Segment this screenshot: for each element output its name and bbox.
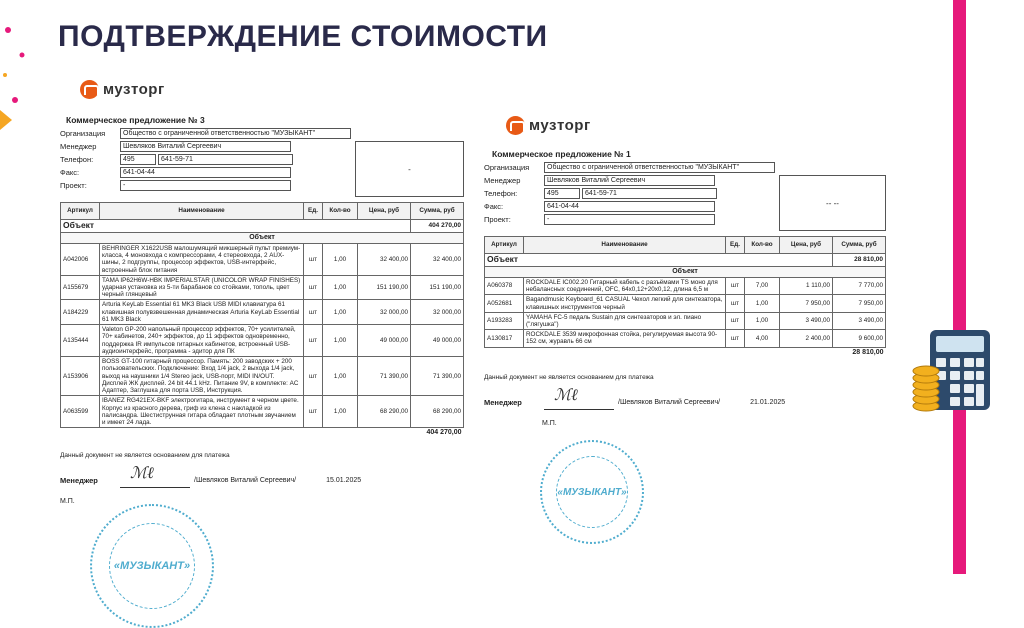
disclaimer: Данный документ не является основанием для платежа — [60, 452, 230, 460]
table-row: A042006 BEHRINGER X1622USB малошумящий микшерный пульт премиум-класса, 4 моновхода с компрессорами, 4 стереовхода, 2 AUX-шины, 2 подгруппы, процессор эффектов, USB-интерфейс, встроенный блок питания шт 1,00 32 400,00 32 400,00 — [61, 243, 464, 275]
table-row: A060378 ROCKDALE IC002.20 Гитарный кабель с разъёмами TS моно для небалансных соединений, OFC, 64x0,12+20x0,12, длина 6,5 м шт 7,00 1 110,00 7 770,00 — [485, 277, 886, 294]
decorative-corner-graphic — [0, 0, 40, 140]
table-row: A193283 YAMAHA FC-5 педаль Sustain для синтезаторов и эл. пиано ("лягушка") шт 1,00 3 490,00 3 490,00 — [485, 312, 886, 329]
signature-row: Менеджер ℳℓ /Шевляков Виталий Сергеевич/ 21.01.2025 — [484, 395, 886, 410]
table-row: A052681 Bagandmusic Keyboard_61 CASUAL Чехол легкий для синтезатора, клавишных инструментов черный шт 1,00 7 950,00 7 950,00 — [485, 295, 886, 312]
object-subheader-row: Объект — [485, 266, 886, 277]
offer-table: Артикул Наименование Ед. Кол-во Цена, руб Сумма, руб Объект 28 810,00 Объект A060378 ROCKDALE IC002.20 Гитарный кабель с разъёмами TS моно для небалансных соединений, OFC, 64x0,12+20x0,12, длина 6,5 м шт 7,00 1 110,00 7 770,00 A052681 Bagandmusic Keyboard_61 CASUAL Чехол легкий для синтезатора, клавишных инструментов черный шт 1,00 7 950,00 7 950,00 A193283 YAMAHA FC-5 педаль Sustain для синтезаторов и эл. пиано ("лягушка") шт 1,00 3 490,00 3 490,00 A130817 ROCKDALE 3539 микрофонная стойка, регулируемая высота 90-152 см, журавль 66 см шт 4,00 2 400,00 9 600,00 28 810,00 — [484, 236, 886, 358]
offer-info: Организация Общество с ограниченной ответственностью "МУЗЫКАНТ" Менеджер Шевляков Виталий Сергеевич Телефон: 495 641-59-71 Факс: 641-04-44 Проект: - -- -- — [484, 162, 886, 231]
mp-label: М.П. — [542, 419, 557, 427]
fax-value: 641-04-44 — [120, 167, 291, 178]
offer-info: Организация Общество с ограниченной ответственностью "МУЗЫКАНТ" Менеджер Шевляков Виталий Сергеевич Телефон: 495 641-59-71 Факс: 641-04-44 Проект: - - — [60, 128, 464, 197]
muztorg-logo-icon — [506, 116, 525, 135]
phone-value: 641-59-71 — [158, 154, 293, 165]
project-value: - — [544, 214, 715, 225]
company-stamp-1: «МУЗЫКАНТ» — [90, 504, 214, 628]
object-header-row: Объект 28 810,00 — [485, 254, 886, 267]
side-box: -- -- — [779, 175, 886, 231]
commercial-offer-document-1 — [484, 116, 886, 427]
decorative-pink-stripe — [953, 0, 966, 574]
muztorg-logo: музторг — [506, 116, 886, 135]
table-row: A063599 IBANEZ RG421EX-BKF электрогитара, инструмент в черном цвете. Корпус из красного дерева, гриф из клена с накладкой из палисандра. Шестиструнная гитара обладает плотным звучанием и имеет 24 лада. шт 1,00 68 290,00 68 290,00 — [61, 396, 464, 428]
table-row: A155679 TAMA IP62H6W-HBK IMPERIALSTAR (UNICOLOR WRAP FINISHES) ударная установка из 5-ти барабанов со стойками, тополь, цвет черный глянцевый шт 1,00 151 190,00 151 190,00 — [61, 275, 464, 300]
fax-value: 641-04-44 — [544, 201, 715, 212]
grand-total-row: 28 810,00 — [852, 348, 884, 356]
side-box: - — [355, 141, 464, 197]
commercial-offer-document-3 — [60, 80, 464, 505]
handwritten-signature: ℳℓ — [130, 463, 154, 483]
org-value: Общество с ограниченной ответственностью "МУЗЫКАНТ" — [544, 162, 775, 173]
table-row: A135444 Valeton GP-200 напольный процессор эффектов, 70+ усилителей, 70+ кабинетов, 240+ эффектов, до 11 эффектов одновременно, поддержка IR импульсов гитарных кабинетов, встроенный USB-аудиоинтерфейс, программа - эдитор для ПК шт 1,00 49 000,00 49 000,00 — [61, 325, 464, 357]
object-header-row: Объект 404 270,00 — [61, 220, 464, 233]
table-row: A130817 ROCKDALE 3539 микрофонная стойка, регулируемая высота 90-152 см, журавль 66 см шт 4,00 2 400,00 9 600,00 — [485, 330, 886, 347]
company-stamp-2: «МУЗЫКАНТ» — [540, 440, 644, 544]
table-row: A153906 BOSS GT-100 гитарный процессор. Память: 200 заводских + 200 пользовательских. Подключение: Вход 1/4 jack, 2 выхода 1/4 jack, выход на наушники 1/4 Stereo jack, USB-порт, MIDI IN/OUT. Дисплей ЖК дисплей. 24 bit 44.1 kHz. Питание 9V, в комплекте: AC Адаптер, Заглушка для порта USB, Инструкция. шт 1,00 71 390,00 71 390,00 — [61, 357, 464, 396]
calculator-coins-icon — [912, 328, 1024, 414]
slide-title: ПОДТВЕРЖДЕНИЕ СТОИМОСТИ — [58, 20, 548, 53]
signature-row: Менеджер ℳℓ /Шевляков Виталий Сергеевич/ 15.01.2025 — [60, 473, 464, 488]
org-value: Общество с ограниченной ответственностью "МУЗЫКАНТ" — [120, 128, 351, 139]
muztorg-logo-icon — [80, 80, 99, 99]
handwritten-signature: ℳℓ — [554, 384, 578, 404]
muztorg-logo: музторг — [80, 80, 464, 99]
table-row: A184229 Arturia KeyLab Essential 61 MK3 Black USB MIDI клавиатура 61 клавишная полувзвешенная динамическая Arturia KeyLab Essential 61 MK3 Black шт 1,00 32 000,00 32 000,00 — [61, 300, 464, 325]
mp-label: М.П. — [60, 498, 75, 506]
manager-value: Шевляков Виталий Сергеевич — [544, 175, 715, 186]
offer-table: Артикул Наименование Ед. Кол-во Цена, руб Сумма, руб Объект 404 270,00 Объект A042006 BEHRINGER X1622USB малошумящий микшерный пульт премиум-класса, 4 моновхода с компрессорами, 4 стереовхода, 2 AUX-шины, 2 подгруппы, процессор эффектов, USB-интерфейс, встроенный блок питания шт 1,00 32 400,00 32 400,00 A155679 TAMA IP62H6W-HBK IMPERIALSTAR (UNICOLOR WRAP FINISHES) ударная установка из 5-ти барабанов со стойками, тополь, цвет черный глянцевый шт 1,00 151 190,00 151 190,00 A184229 Arturia KeyLab Essential 61 MK3 Black USB MIDI клавиатура 61 клавишная полувзвешенная динамическая Arturia KeyLab Essential 61 MK3 Black шт 1,00 32 000,00 32 000,00 A135444 Valeton GP-200 напольный процессор эффектов, 70+ усилителей, 70+ кабинетов, 240+ эффектов, до 11 эффектов одновременно, поддержка IR импульсов гитарных кабинетов, встроенный USB-аудиоинтерфейс, программа - эдитор для ПК шт 1,00 49 000,00 49 000,00 A153906 BOSS GT-100 гитарный процессор. Память: 200 заводских + 200 пользовательских. Подключение: Вход 1/4 jack, 2 выхода 1/4 jack, выход на наушники 1/4 Stereo jack, USB-порт, MIDI IN/OUT. Дисплей ЖК дисплей. 24 bit 44.1 kHz. Питание 9V, в комплекте: AC Адаптер, Заглушка для порта USB, Инструкция. шт 1,00 71 390,00 71 390,00 A063599 IBANEZ RG421EX-BKF электрогитара, инструмент в черном цвете. Корпус из красного дерева, гриф из клена с накладкой из палисандра. Шестиструнная гитара обладает плотным звучанием и имеет 24 лада. шт 1,00 68 290,00 68 290,00 404 270,00 — [60, 202, 464, 438]
manager-value: Шевляков Виталий Сергеевич — [120, 141, 291, 152]
grand-total-row: 404 270,00 — [426, 429, 462, 437]
signature-line — [120, 463, 190, 488]
disclaimer: Данный документ не является основанием для платежа — [484, 373, 654, 381]
offer-title: Коммерческое предложение № 3 — [66, 115, 205, 125]
phone-value: 641-59-71 — [582, 188, 717, 199]
signature-line — [544, 384, 614, 410]
offer-title: Коммерческое предложение № 1 — [492, 149, 631, 159]
project-value: - — [120, 180, 291, 191]
object-subheader-row: Объект — [61, 232, 464, 243]
